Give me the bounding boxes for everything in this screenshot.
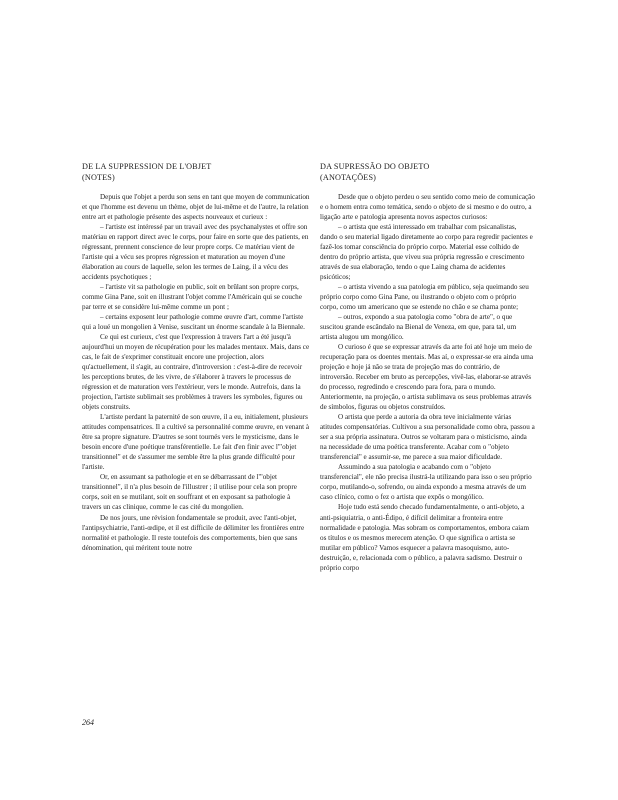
french-paragraph: Ce qui est curieux, c'est que l'expression à travers l'art a été jusqu'à aujourd'hui un moyen de récupération pour les malades mentaux. Mais, dans ce cas, le fait de s'exprimer constituait encore une projection, alors qu'actuellement, il s'agit, au contraire, d'introversion : c'est-à-dire de recevoir les perceptions brutes, de les vivre, de s'élaborer à travers le processus de régression et de maturation vers l'extérieur, vers le monde. Autrefois, dans la projection, l'artiste sublimait ses problèmes à travers les symboles, figures ou objets construits. [82, 333, 310, 412]
portuguese-list-item: – o artista que está interessado em trabalhar com psicanalistas, dando o seu material ligado diretamente ao corpo para regredir pacientes e fazê-los tomar consciência do próprio corpo. Material esse colhido de dentro do próprio artista, que viveu sua própria regressão e crescimento através de sua elaboração, tendo o que Laing chama de acidentes psicóticos; [320, 223, 533, 282]
french-list-item: – l'artiste est intéressé par un travail avec des psychanalystes et offre son matériau en rapport direct avec le corps, pour faire en sorte que des patients, en régressant, prennent conscience de leur propre corps. Ce matériau vient de l'artiste qui a vécu ses propres régression et maturation au moyen d'une élaboration au cours de laquelle, selon les termes de Laing, il a vécu des accidents psychotiques ; [82, 223, 309, 282]
french-title [82, 162, 310, 183]
french-title-line: DE LA SUPPRESSION DE L'OBJET [82, 162, 212, 171]
french-list-item: – l'artiste vit sa pathologie en public, soit en brûlant son propre corps, comme Gina Pane, soit en illustrant l'objet comme l'Américain qui se couche par terre et se considère lui-même comme un pont ; [82, 283, 302, 312]
portuguese-title-line: DA SUPRESSÃO DO OBJETO [320, 162, 430, 171]
portuguese-paragraph: Assumindo a sua patologia e acabando com o "objeto transferencial", ele não precisa ilustrá-la utilizando para isso o seu próprio corpo, mutilando-o, sofrendo, ou ainda expondo a mesma através de um caso clínico, como o fez o artista que expôs o mongólico. [320, 463, 532, 502]
french-column [82, 162, 310, 553]
page-number: 264 [82, 718, 94, 727]
french-paragraph: De nos jours, une révision fondamentale se produit, avec l'anti-objet, l'antipsychiatrie, l'anti-œdipe, et il est difficile de délimiter les frontières entre normalité et pathologie. Il reste toutefois des comportements, bien que sans dénomination, qui méritent toute notre [82, 513, 305, 552]
french-subtitle-line: (NOTES) [82, 172, 115, 182]
portuguese-paragraph: Desde que o objeto perdeu o seu sentido como meio de comunicação e o homem entra como temática, sendo o objeto de si mesmo e do outro, a ligação arte e patologia apresenta novos aspectos curiosos: [320, 193, 535, 222]
french-list-item: – certains exposent leur pathologie comme œuvre d'art, comme l'artiste qui a loué un mongolien à Venise, suscitant un énorme scandale à la Biennale. [82, 313, 305, 332]
portuguese-body [320, 192, 535, 573]
portuguese-list-item: – outros, expondo a sua patologia como "obra de arte", o que suscitou grande escândalo na Bienal de Veneza, em que, para tal, um artista alugou um mongólico. [320, 313, 517, 342]
portuguese-paragraph: O artista que perde a autoria da obra teve inicialmente várias atitudes compensatórias. Cultivou a sua personalidade como obra, passou a ser a sua própria assinatura. Outros se voltaram para o misticismo, ainda na necessidade de uma poética transferente. Acabar com o "objeto transferencial" e assumir-se, me parece a sua maior dificuldade. [320, 413, 535, 462]
portuguese-paragraph: O curioso é que se expressar através da arte foi até hoje um meio de recuperação para os doentes mentais. Mas aí, o expressar-se era ainda uma projeção e hoje já não se trata de projeção mas do contrário, de introversão. Receber em bruto as percepções, vivê-las, elaborar-se através do processo, regredindo e crescendo para fora, para o mundo. Anteriormente, na projeção, o artista sublimava os seus problemas através de símbolos, figuras ou objetos construídos. [320, 343, 533, 412]
french-paragraph: Depuis que l'objet a perdu son sens en tant que moyen de communication et que l'homme est devenu un thème, objet de lui-même et de l'autre, la relation entre art et pathologie présente des aspects nouveaux et curieux : [82, 193, 310, 222]
french-paragraph: L'artiste perdant la paternité de son œuvre, il a eu, initialement, plusieurs attitudes compensatrices. Il a cultivé sa personnalité comme œuvre, en venant à être sa propre signature. D'autres se sont tournés vers le mysticisme, dans le besoin encore d'une poétique transférentielle. Le fait d'en finir avec l'"objet transitionnel" et de s'assumer me semble être la plus grande difficulté pour l'artiste. [82, 413, 310, 472]
portuguese-paragraph: Hoje tudo está sendo checado fundamentalmente, o anti-objeto, a anti-psiquiatria, o anti-Édipo, é difícil delimitar a fronteira entre normalidade e patologia. Mas sobram os comportamentos, embora caiam os títulos e os mesmos merecem atenção. O que significa o artista se mutilar em público? Vamos esquecer a palavra masoquismo, auto-destruição, e, relacionada com o público, a palavra sadismo. Destruir o próprio corpo [320, 503, 529, 572]
french-paragraph: Or, en assumant sa pathologie et en se débarrassant de l'"objet transitionnel", il n'a plus besoin de l'illustrer ; il utilise pour cela son propre corps, soit en se mutilant, soit en souffrant et en exposant sa pathologie à travers un cas clinique, comme le cas cité du mongolien. [82, 473, 297, 512]
portuguese-list-item: – o artista vivendo a sua patologia em público, seja queimando seu próprio corpo como Gina Pane, ou ilustrando o objeto com o próprio corpo, como um americano que se estende no chão e se chama ponte; [320, 283, 529, 312]
french-body [82, 192, 310, 553]
portuguese-title [320, 162, 535, 183]
portuguese-subtitle-line: (ANOTAÇÕES) [320, 172, 377, 182]
portuguese-column [320, 162, 535, 573]
